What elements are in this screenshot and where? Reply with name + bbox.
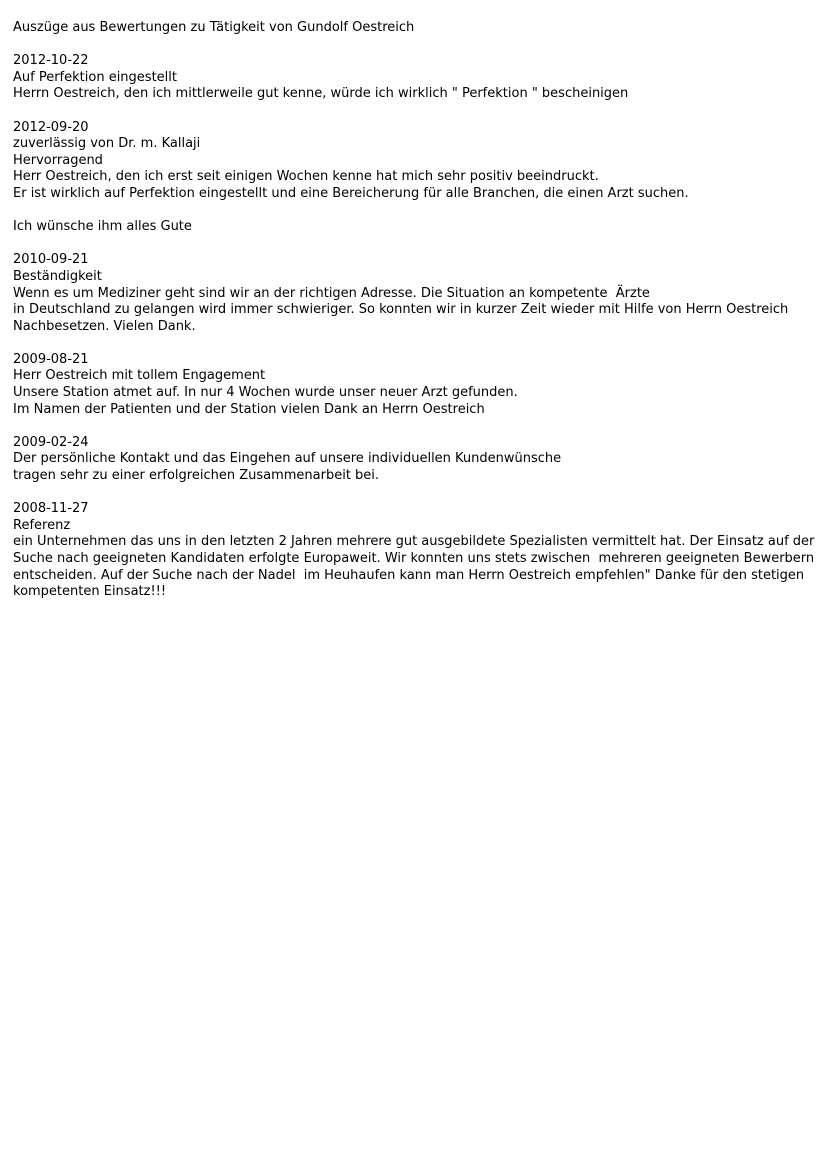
review-text-line: Hervorragend	[13, 152, 103, 168]
review-text-line: ein Unternehmen das uns in den letzten 2 Jahren mehrere gut ausgebildete Spezialisten vermittelt hat. Der Einsatz auf der Suche nach geeigneten Kandidaten erfolgte Europaweit. Wir konnten uns stets zwischen mehreren geeigneten Bewerbern entscheiden. Auf der Suche nach der Nadel im Heuhaufen kann man Herrn Oestreich empfehlen" Danke für den stetigen kompetenten Einsatz!!!	[13, 534, 819, 600]
spacer	[13, 103, 819, 120]
spacer	[13, 37, 819, 54]
review-text-line: Der persönliche Kontakt und das Eingehen auf unsere individuellen Kundenwünsche	[13, 451, 562, 467]
review-text-line: Im Namen der Patienten und der Station vielen Dank an Herrn Oestreich	[13, 401, 485, 417]
blank-line	[13, 203, 819, 220]
spacer	[13, 418, 819, 435]
review-text-line: zuverlässig von Dr. m. Kallaji	[13, 136, 201, 152]
review-entry	[13, 120, 819, 236]
review-text-line: Beständigkeit	[13, 268, 102, 284]
review-text-line: Herr Oestreich mit tollem Engagement	[13, 368, 266, 384]
review-text-line: Wenn es um Mediziner geht sind wir an der richtigen Adresse. Die Situation an kompetente Ärzte	[13, 285, 650, 301]
document-body	[13, 20, 819, 601]
review-text-line: Unsere Station atmet auf. In nur 4 Wochen wurde unser neuer Arzt gefunden.	[13, 385, 518, 401]
review-entry	[13, 501, 819, 601]
review-date: 2010-09-21	[13, 252, 89, 268]
review-entry	[13, 53, 819, 103]
spacer	[13, 485, 819, 502]
review-text-line: Herrn Oestreich, den ich mittlerweile gut kenne, würde ich wirklich " Perfektion " bescheinigen	[13, 86, 629, 102]
review-date: 2012-09-20	[13, 119, 89, 135]
spacer	[13, 236, 819, 253]
review-date: 2012-10-22	[13, 53, 89, 69]
review-entry	[13, 252, 819, 335]
review-entry	[13, 435, 819, 485]
spacer	[13, 335, 819, 352]
review-text-line: Auf Perfektion eingestellt	[13, 69, 177, 85]
review-text-line: tragen sehr zu einer erfolgreichen Zusammenarbeit bei.	[13, 468, 380, 484]
review-text-line: Herr Oestreich, den ich erst seit einigen Wochen kenne hat mich sehr positiv beeindruckt.	[13, 169, 599, 185]
document-title: Auszüge aus Bewertungen zu Tätigkeit von Gundolf Oestreich	[13, 20, 415, 35]
review-text-line: Er ist wirklich auf Perfektion eingestellt und eine Bereicherung für alle Branchen, die einen Arzt suchen.	[13, 185, 689, 201]
review-date: 2009-02-24	[13, 434, 89, 450]
review-date: 2008-11-27	[13, 501, 89, 517]
reviews-list	[13, 37, 819, 601]
review-text-line: in Deutschland zu gelangen wird immer schwieriger. So konnten wir in kurzer Zeit wieder mit Hilfe von Herrn Oestreich Nachbesetzen. Vielen Dank.	[13, 302, 793, 334]
review-date: 2009-08-21	[13, 351, 89, 367]
review-text-line: Ich wünsche ihm alles Gute	[13, 219, 192, 235]
review-text-line: Referenz	[13, 517, 71, 533]
review-entry	[13, 352, 819, 418]
